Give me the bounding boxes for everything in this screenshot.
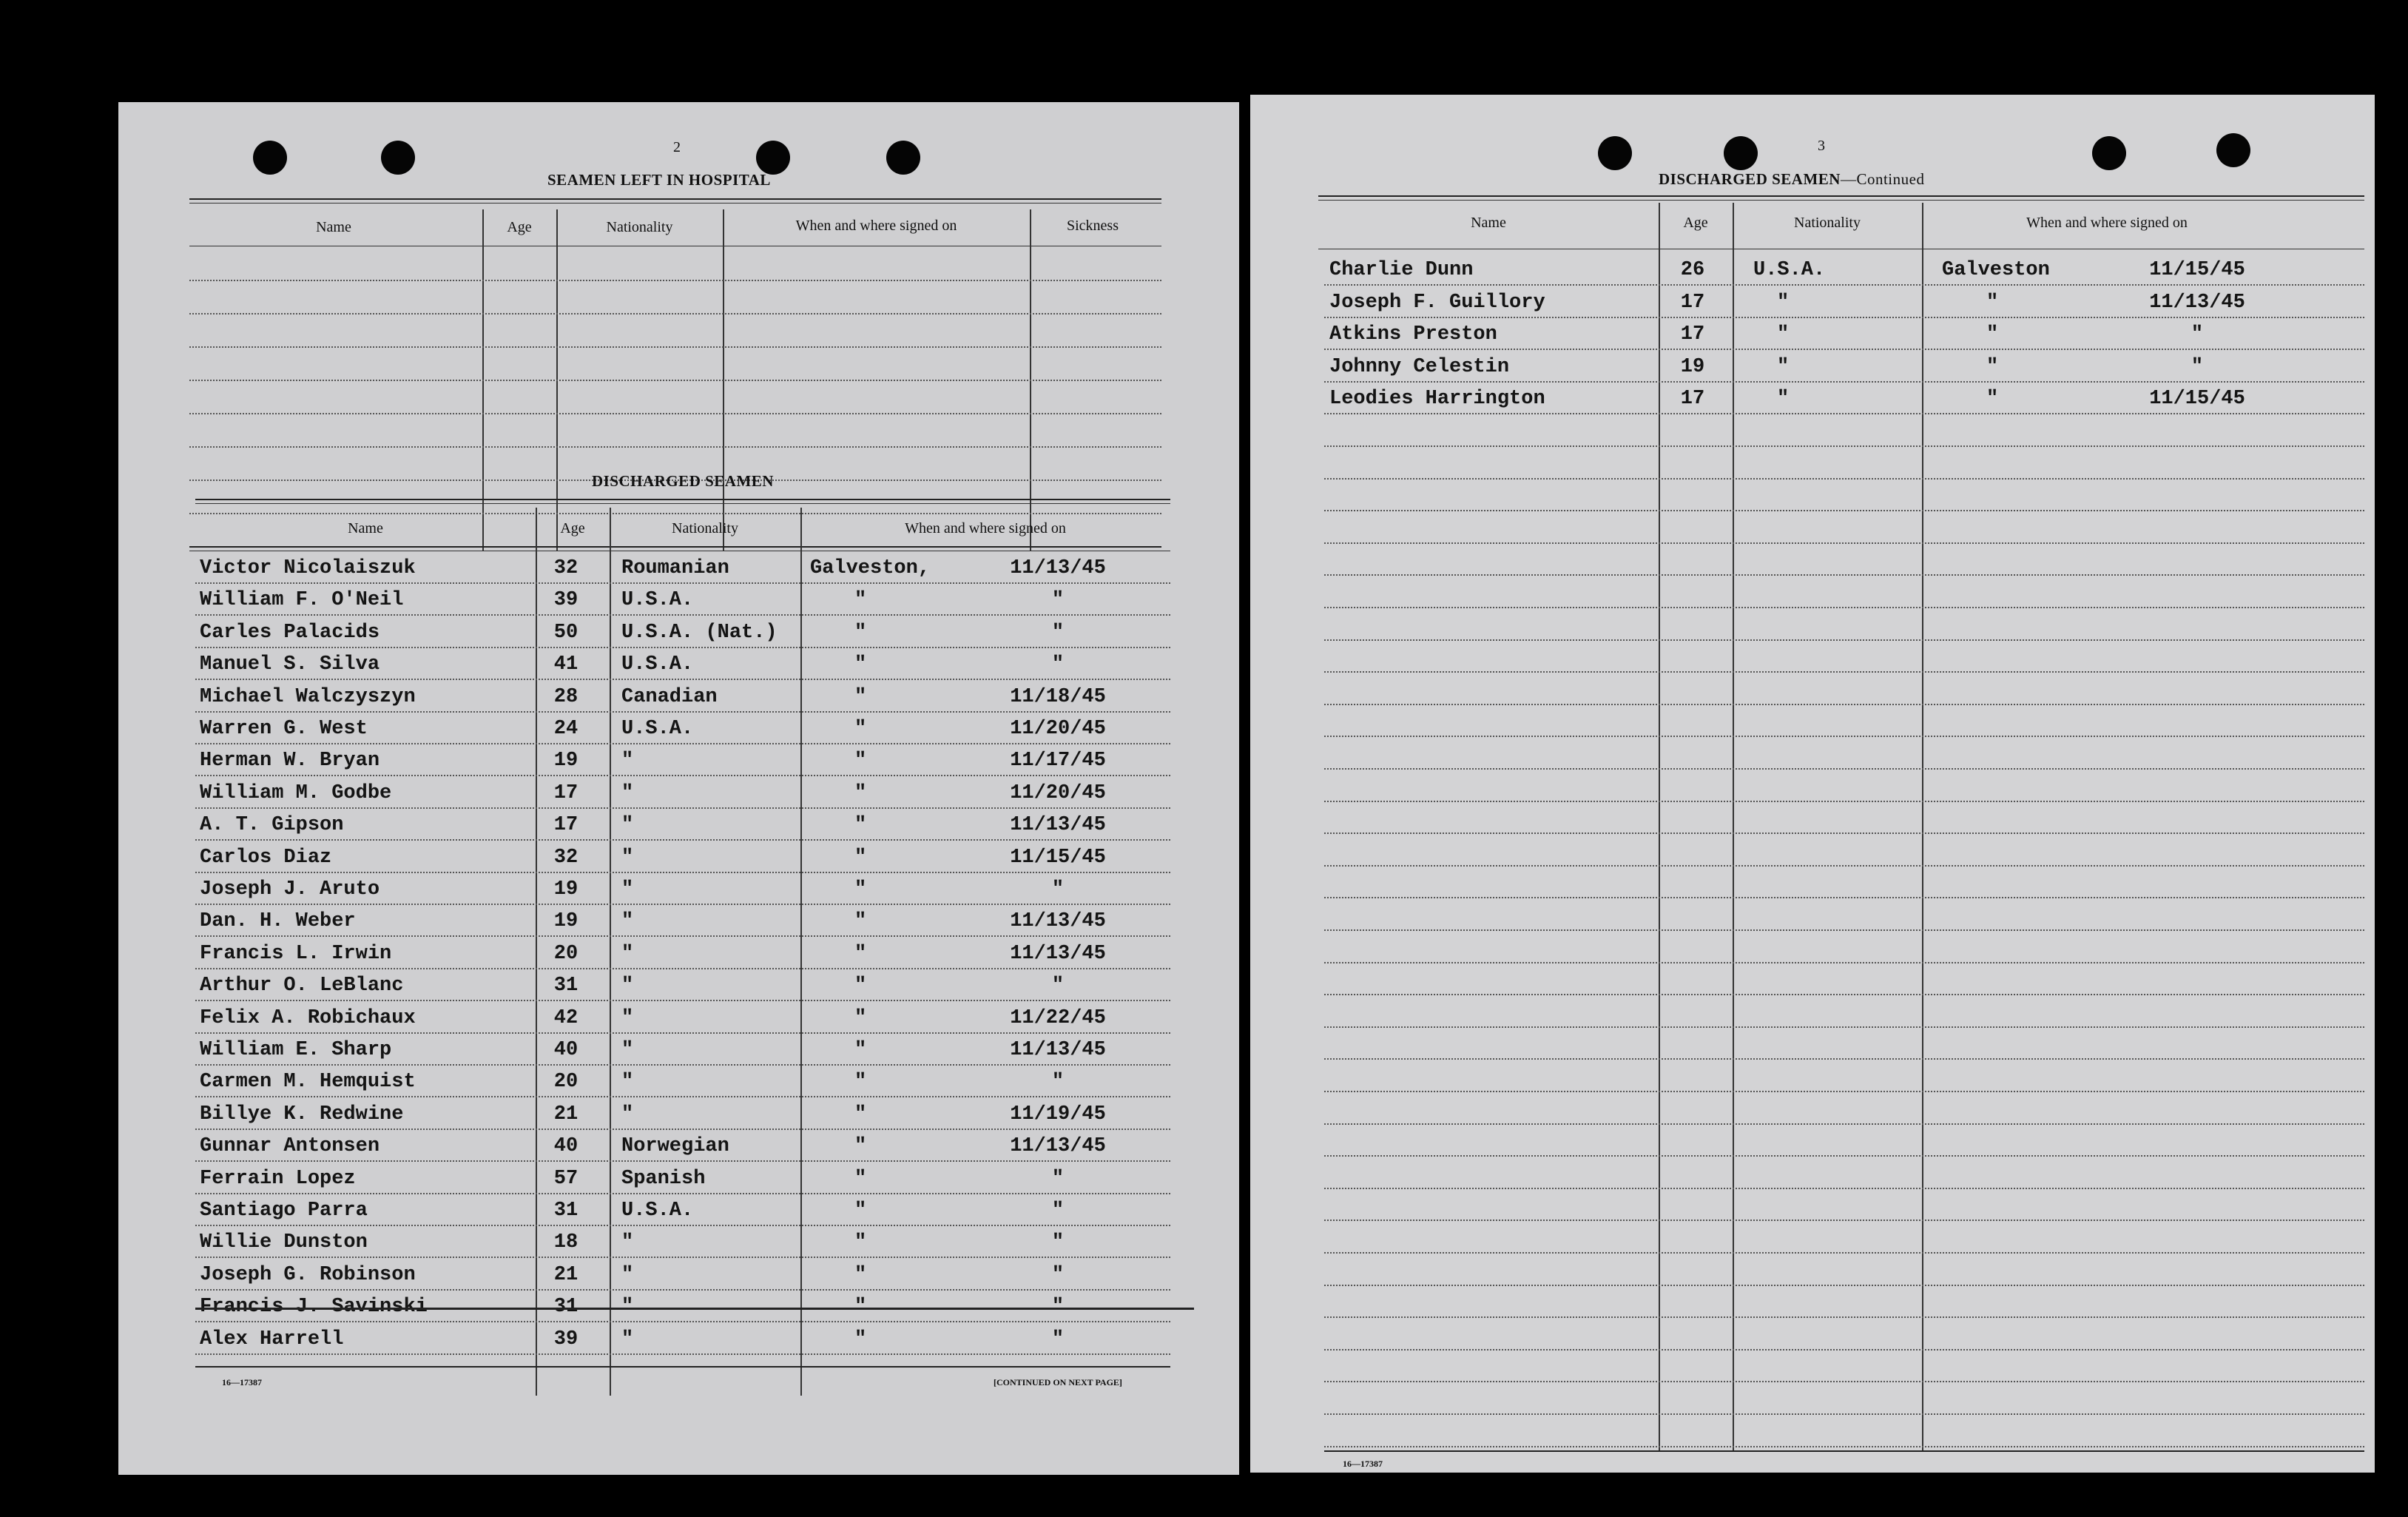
row-line bbox=[195, 1321, 1170, 1322]
signed-on-place: " bbox=[854, 878, 867, 901]
seaman-age: 21 bbox=[553, 1103, 579, 1126]
left-page bbox=[118, 102, 1239, 1475]
signed-on-date: " bbox=[1051, 589, 1065, 611]
seaman-nationality: " bbox=[621, 1328, 634, 1350]
seaman-age: 17 bbox=[553, 814, 579, 836]
signed-on-date: 11/13/45 bbox=[2149, 292, 2245, 314]
signed-on-date: " bbox=[1051, 1296, 1065, 1318]
hospital-col-nationality: Nationality bbox=[606, 219, 673, 235]
seaman-nationality: " bbox=[1777, 388, 1790, 410]
row-line bbox=[1324, 381, 2364, 383]
seaman-nationality: U.S.A. bbox=[621, 1200, 694, 1222]
right-col-name: Name bbox=[1471, 215, 1506, 231]
hospital-col-sickness: Sickness bbox=[1067, 218, 1119, 234]
seaman-nationality: " bbox=[621, 1007, 634, 1029]
row-line bbox=[195, 1160, 1170, 1162]
row-line bbox=[1324, 1026, 2364, 1028]
hospital-row-line bbox=[189, 413, 1161, 414]
seaman-nationality: U.S.A. bbox=[621, 653, 694, 676]
discharged-vline bbox=[610, 508, 611, 1396]
punch-hole-icon bbox=[253, 141, 287, 175]
hospital-col-name: Name bbox=[316, 219, 351, 235]
seaman-name: Willie Dunston bbox=[200, 1231, 368, 1254]
punch-hole-icon bbox=[886, 141, 920, 175]
row-line bbox=[1324, 574, 2364, 576]
seaman-nationality: U.S.A. bbox=[1753, 259, 1826, 281]
row-line bbox=[1324, 317, 2364, 318]
hospital-row-line bbox=[189, 346, 1161, 348]
signed-on-date: 11/17/45 bbox=[1010, 750, 1106, 772]
signed-on-place: " bbox=[1986, 323, 1999, 346]
discharged-col-nationality: Nationality bbox=[672, 520, 738, 536]
title-suffix: —Continued bbox=[1840, 170, 1925, 188]
hospital-row-line bbox=[189, 380, 1161, 381]
row-line bbox=[1324, 1123, 2364, 1125]
seaman-name: Atkins Preston bbox=[1329, 323, 1497, 346]
hospital-row-line bbox=[189, 446, 1161, 448]
seaman-name: Warren G. West bbox=[200, 718, 368, 740]
signed-on-place: " bbox=[854, 814, 867, 836]
seaman-nationality: " bbox=[621, 1231, 634, 1254]
seaman-name: Charlie Dunn bbox=[1329, 259, 1474, 281]
punch-hole-icon bbox=[756, 141, 790, 175]
signed-on-place: " bbox=[854, 653, 867, 676]
punch-hole-icon bbox=[2216, 133, 2250, 167]
seaman-nationality: " bbox=[621, 910, 634, 932]
row-line bbox=[195, 1193, 1170, 1194]
signed-on-place: " bbox=[854, 1103, 867, 1126]
signed-on-place: " bbox=[854, 1168, 867, 1190]
seaman-nationality: " bbox=[1777, 323, 1790, 346]
seaman-name: Leodies Harrington bbox=[1329, 388, 1545, 410]
signed-on-place: " bbox=[854, 1135, 867, 1157]
punch-hole-icon bbox=[381, 141, 415, 175]
row-line bbox=[1324, 1316, 2364, 1318]
row-line bbox=[1324, 1285, 2364, 1286]
row-line bbox=[195, 1000, 1170, 1001]
seaman-nationality: " bbox=[621, 750, 634, 772]
seaman-name: Santiago Parra bbox=[200, 1200, 368, 1222]
row-line bbox=[195, 679, 1170, 680]
discharged-vline bbox=[800, 508, 802, 1396]
hospital-section-title: SEAMEN LEFT IN HOSPITAL bbox=[547, 171, 771, 189]
row-line bbox=[195, 582, 1170, 584]
seaman-nationality: Spanish bbox=[621, 1168, 706, 1190]
signed-on-date: 11/13/45 bbox=[1010, 1135, 1106, 1157]
signed-on-place: " bbox=[854, 943, 867, 965]
signed-on-date: 11/15/45 bbox=[1010, 847, 1106, 869]
seaman-age: 31 bbox=[553, 1296, 579, 1318]
seaman-nationality: " bbox=[621, 782, 634, 804]
seaman-age: 40 bbox=[553, 1039, 579, 1061]
signed-on-date: " bbox=[2191, 323, 2204, 346]
row-line bbox=[1324, 478, 2364, 480]
seaman-name: A. T. Gipson bbox=[200, 814, 344, 836]
form-number: 16—17387 bbox=[1343, 1459, 1383, 1469]
signed-on-place: " bbox=[854, 1071, 867, 1093]
hospital-top-rule-2 bbox=[189, 203, 1161, 204]
seaman-name: Francis J. Savinski bbox=[200, 1296, 428, 1318]
signed-on-place: " bbox=[854, 718, 867, 740]
right-vline bbox=[1922, 203, 1923, 1450]
seaman-age: 21 bbox=[553, 1264, 579, 1286]
seaman-name: Billye K. Redwine bbox=[200, 1103, 404, 1126]
seaman-name: William F. O'Neil bbox=[200, 589, 404, 611]
row-line bbox=[195, 1064, 1170, 1066]
seaman-age: 20 bbox=[553, 1071, 579, 1093]
row-line bbox=[1324, 1220, 2364, 1221]
seaman-age: 31 bbox=[553, 1200, 579, 1222]
signed-on-place: " bbox=[1986, 356, 1999, 378]
row-line bbox=[195, 904, 1170, 905]
seaman-name: Arthur O. LeBlanc bbox=[200, 975, 404, 997]
row-line bbox=[195, 1289, 1170, 1291]
seaman-nationality: Roumanian bbox=[621, 557, 729, 579]
row-line bbox=[195, 872, 1170, 873]
signed-on-date: " bbox=[2191, 356, 2204, 378]
right-col-age: Age bbox=[1683, 215, 1708, 231]
seaman-name: Joseph F. Guillory bbox=[1329, 292, 1545, 314]
signed-on-place: " bbox=[854, 847, 867, 869]
row-line bbox=[195, 1257, 1170, 1258]
seaman-age: 17 bbox=[1680, 292, 1705, 314]
discharged-col-age: Age bbox=[560, 520, 585, 536]
discharged-vline bbox=[536, 508, 537, 1396]
row-line bbox=[1324, 897, 2364, 898]
signed-on-date: " bbox=[1051, 1200, 1065, 1222]
signed-on-place: " bbox=[854, 1231, 867, 1254]
punch-hole-icon bbox=[1724, 136, 1758, 170]
row-line bbox=[1324, 671, 2364, 673]
signed-on-date: " bbox=[1051, 975, 1065, 997]
seaman-age: 32 bbox=[553, 847, 579, 869]
signed-on-place: " bbox=[854, 1296, 867, 1318]
signed-on-date: " bbox=[1051, 1231, 1065, 1254]
row-line bbox=[1324, 1155, 2364, 1157]
seaman-age: 19 bbox=[553, 750, 579, 772]
seaman-name: Carmen M. Hemquist bbox=[200, 1071, 416, 1093]
seaman-age: 17 bbox=[1680, 388, 1705, 410]
row-line bbox=[1324, 639, 2364, 641]
seaman-age: 17 bbox=[553, 782, 579, 804]
row-line bbox=[1324, 1058, 2364, 1060]
signed-on-date: 11/22/45 bbox=[1010, 1007, 1106, 1029]
seaman-nationality: " bbox=[621, 814, 634, 836]
row-line bbox=[1324, 832, 2364, 834]
seaman-nationality: U.S.A. bbox=[621, 589, 694, 611]
signed-on-date: 11/18/45 bbox=[1010, 686, 1106, 708]
row-line bbox=[195, 968, 1170, 969]
continued-note: [CONTINUED ON NEXT PAGE] bbox=[994, 1377, 1122, 1388]
row-line bbox=[1324, 768, 2364, 770]
signed-on-place: " bbox=[854, 1264, 867, 1286]
seaman-nationality: " bbox=[1777, 292, 1790, 314]
signed-on-place: " bbox=[854, 910, 867, 932]
seaman-age: 50 bbox=[553, 622, 579, 644]
signed-on-date: 11/20/45 bbox=[1010, 718, 1106, 740]
seaman-age: 26 bbox=[1680, 259, 1705, 281]
title-text: DISCHARGED SEAMEN bbox=[1659, 170, 1841, 188]
seaman-nationality: Norwegian bbox=[621, 1135, 729, 1157]
row-line bbox=[195, 647, 1170, 648]
row-line bbox=[1324, 1349, 2364, 1350]
right-vline bbox=[1659, 203, 1660, 1450]
signed-on-date: " bbox=[1051, 1264, 1065, 1286]
signed-on-date: " bbox=[1051, 622, 1065, 644]
seaman-age: 57 bbox=[553, 1168, 579, 1190]
discharged-top-rule bbox=[195, 499, 1170, 500]
row-line bbox=[195, 614, 1170, 616]
seaman-nationality: " bbox=[621, 975, 634, 997]
signed-on-date: " bbox=[1051, 878, 1065, 901]
row-line bbox=[1324, 542, 2364, 544]
signed-on-date: " bbox=[1051, 653, 1065, 676]
row-line bbox=[1324, 1252, 2364, 1254]
discharged-col-name: Name bbox=[348, 520, 383, 536]
seaman-nationality: U.S.A. (Nat.) bbox=[621, 622, 778, 644]
row-line bbox=[1324, 607, 2364, 608]
page-number: 2 bbox=[673, 139, 681, 155]
seaman-name: Manuel S. Silva bbox=[200, 653, 380, 676]
seaman-nationality: " bbox=[621, 1264, 634, 1286]
signed-on-date: 11/19/45 bbox=[1010, 1103, 1106, 1126]
seaman-nationality: U.S.A. bbox=[621, 718, 694, 740]
seaman-name: Joseph G. Robinson bbox=[200, 1264, 416, 1286]
right-top-rule-2 bbox=[1318, 200, 2364, 201]
signed-on-place: " bbox=[854, 1328, 867, 1350]
signed-on-date: 11/13/45 bbox=[1010, 557, 1106, 579]
seaman-age: 17 bbox=[1680, 323, 1705, 346]
punch-hole-icon bbox=[2092, 136, 2126, 170]
seaman-age: 39 bbox=[553, 589, 579, 611]
seaman-age: 32 bbox=[553, 557, 579, 579]
seaman-nationality: " bbox=[621, 847, 634, 869]
seaman-name: Dan. H. Weber bbox=[200, 910, 356, 932]
discharged-section-title: DISCHARGED SEAMEN bbox=[592, 472, 774, 490]
row-line bbox=[195, 839, 1170, 841]
strike-through-line bbox=[195, 1308, 1194, 1310]
row-line bbox=[195, 1128, 1170, 1130]
seaman-age: 19 bbox=[1680, 356, 1705, 378]
seaman-age: 41 bbox=[553, 653, 579, 676]
seaman-name: Michael Walczyszyn bbox=[200, 686, 416, 708]
signed-on-place: " bbox=[854, 750, 867, 772]
signed-on-date: " bbox=[1051, 1328, 1065, 1350]
row-line bbox=[1324, 284, 2364, 286]
row-line bbox=[1324, 704, 2364, 705]
signed-on-date: 11/13/45 bbox=[1010, 943, 1106, 965]
signed-on-place: " bbox=[854, 686, 867, 708]
row-line bbox=[1324, 1446, 2364, 1447]
signed-on-date: " bbox=[1051, 1071, 1065, 1093]
right-bottom-rule bbox=[1324, 1450, 2364, 1452]
seaman-nationality: " bbox=[621, 943, 634, 965]
seaman-name: William M. Godbe bbox=[200, 782, 392, 804]
row-line bbox=[195, 775, 1170, 776]
row-line bbox=[1324, 413, 2364, 414]
signed-on-date: 11/15/45 bbox=[2149, 259, 2245, 281]
right-page bbox=[1250, 95, 2375, 1473]
seaman-nationality: " bbox=[621, 878, 634, 901]
seaman-name: William E. Sharp bbox=[200, 1039, 392, 1061]
seaman-name: Carles Palacids bbox=[200, 622, 380, 644]
discharged-bottom-rule bbox=[195, 1366, 1170, 1368]
row-line bbox=[195, 1032, 1170, 1034]
signed-on-place: Galveston bbox=[1942, 259, 2050, 281]
row-line bbox=[195, 935, 1170, 937]
row-line bbox=[1324, 1413, 2364, 1415]
signed-on-date: 11/13/45 bbox=[1010, 1039, 1106, 1061]
right-col-signed-on: When and where signed on bbox=[2026, 215, 2188, 231]
seaman-name: Carlos Diaz bbox=[200, 847, 332, 869]
row-line bbox=[195, 743, 1170, 744]
row-line bbox=[195, 711, 1170, 713]
right-vline bbox=[1733, 203, 1734, 1450]
row-line bbox=[195, 1353, 1170, 1355]
discharged-col-signed-on: When and where signed on bbox=[905, 520, 1066, 536]
discharged-continued-title bbox=[1659, 170, 1924, 189]
row-line bbox=[1324, 510, 2364, 511]
seaman-name: Johnny Celestin bbox=[1329, 356, 1510, 378]
discharged-top-rule-2 bbox=[195, 503, 1170, 504]
row-line bbox=[1324, 801, 2364, 802]
seaman-name: Ferrain Lopez bbox=[200, 1168, 356, 1190]
signed-on-place: " bbox=[854, 975, 867, 997]
hospital-row-line bbox=[189, 280, 1161, 281]
seaman-nationality: " bbox=[621, 1039, 634, 1061]
seaman-name: Joseph J. Aruto bbox=[200, 878, 380, 901]
seaman-age: 24 bbox=[553, 718, 579, 740]
signed-on-place: " bbox=[1986, 292, 1999, 314]
seaman-name: Felix A. Robichaux bbox=[200, 1007, 416, 1029]
row-line bbox=[195, 1225, 1170, 1226]
hospital-col-age: Age bbox=[507, 219, 532, 235]
seaman-age: 42 bbox=[553, 1007, 579, 1029]
seaman-nationality: " bbox=[621, 1071, 634, 1093]
seaman-name: Gunnar Antonsen bbox=[200, 1135, 380, 1157]
hospital-row-line bbox=[189, 513, 1161, 514]
row-line bbox=[195, 1096, 1170, 1097]
seaman-age: 28 bbox=[553, 686, 579, 708]
seaman-name: Alex Harrell bbox=[200, 1328, 344, 1350]
form-number: 16—17387 bbox=[222, 1377, 262, 1388]
seaman-age: 19 bbox=[553, 878, 579, 901]
row-line bbox=[1324, 1381, 2364, 1382]
seaman-nationality: Canadian bbox=[621, 686, 718, 708]
signed-on-place: " bbox=[854, 1039, 867, 1061]
signed-on-place: " bbox=[854, 1007, 867, 1029]
row-line bbox=[1324, 929, 2364, 931]
right-col-nationality: Nationality bbox=[1794, 215, 1861, 231]
row-line bbox=[1324, 1091, 2364, 1092]
row-line bbox=[1324, 994, 2364, 995]
seaman-age: 19 bbox=[553, 910, 579, 932]
seaman-nationality: " bbox=[621, 1296, 634, 1318]
hospital-bottom-rule bbox=[189, 546, 1161, 548]
row-line bbox=[1324, 865, 2364, 867]
signed-on-place: " bbox=[854, 782, 867, 804]
signed-on-place: " bbox=[854, 589, 867, 611]
signed-on-date: 11/15/45 bbox=[2149, 388, 2245, 410]
seaman-age: 40 bbox=[553, 1135, 579, 1157]
page-number: 3 bbox=[1818, 138, 1825, 154]
signed-on-place: Galveston, bbox=[810, 557, 931, 579]
right-top-rule bbox=[1318, 195, 2364, 197]
row-line bbox=[1324, 736, 2364, 737]
seaman-name: Francis L. Irwin bbox=[200, 943, 392, 965]
seaman-age: 20 bbox=[553, 943, 579, 965]
signed-on-date: 11/13/45 bbox=[1010, 910, 1106, 932]
seaman-age: 18 bbox=[553, 1231, 579, 1254]
seaman-nationality: " bbox=[1777, 356, 1790, 378]
row-line bbox=[1324, 962, 2364, 963]
punch-hole-icon bbox=[1598, 136, 1632, 170]
row-line bbox=[1324, 349, 2364, 350]
signed-on-place: " bbox=[854, 622, 867, 644]
row-line bbox=[1324, 1188, 2364, 1189]
signed-on-date: 11/20/45 bbox=[1010, 782, 1106, 804]
seaman-age: 31 bbox=[553, 975, 579, 997]
seaman-name: Herman W. Bryan bbox=[200, 750, 380, 772]
row-line bbox=[1324, 445, 2364, 447]
seaman-name: Victor Nicolaiszuk bbox=[200, 557, 416, 579]
hospital-top-rule bbox=[189, 198, 1161, 200]
signed-on-date: " bbox=[1051, 1168, 1065, 1190]
signed-on-date: 11/13/45 bbox=[1010, 814, 1106, 836]
signed-on-place: " bbox=[854, 1200, 867, 1222]
row-line bbox=[195, 807, 1170, 809]
hospital-row-line bbox=[189, 313, 1161, 314]
hospital-col-signed-on: When and where signed on bbox=[795, 218, 957, 234]
signed-on-place: " bbox=[1986, 388, 1999, 410]
seaman-nationality: " bbox=[621, 1103, 634, 1126]
seaman-age: 39 bbox=[553, 1328, 579, 1350]
